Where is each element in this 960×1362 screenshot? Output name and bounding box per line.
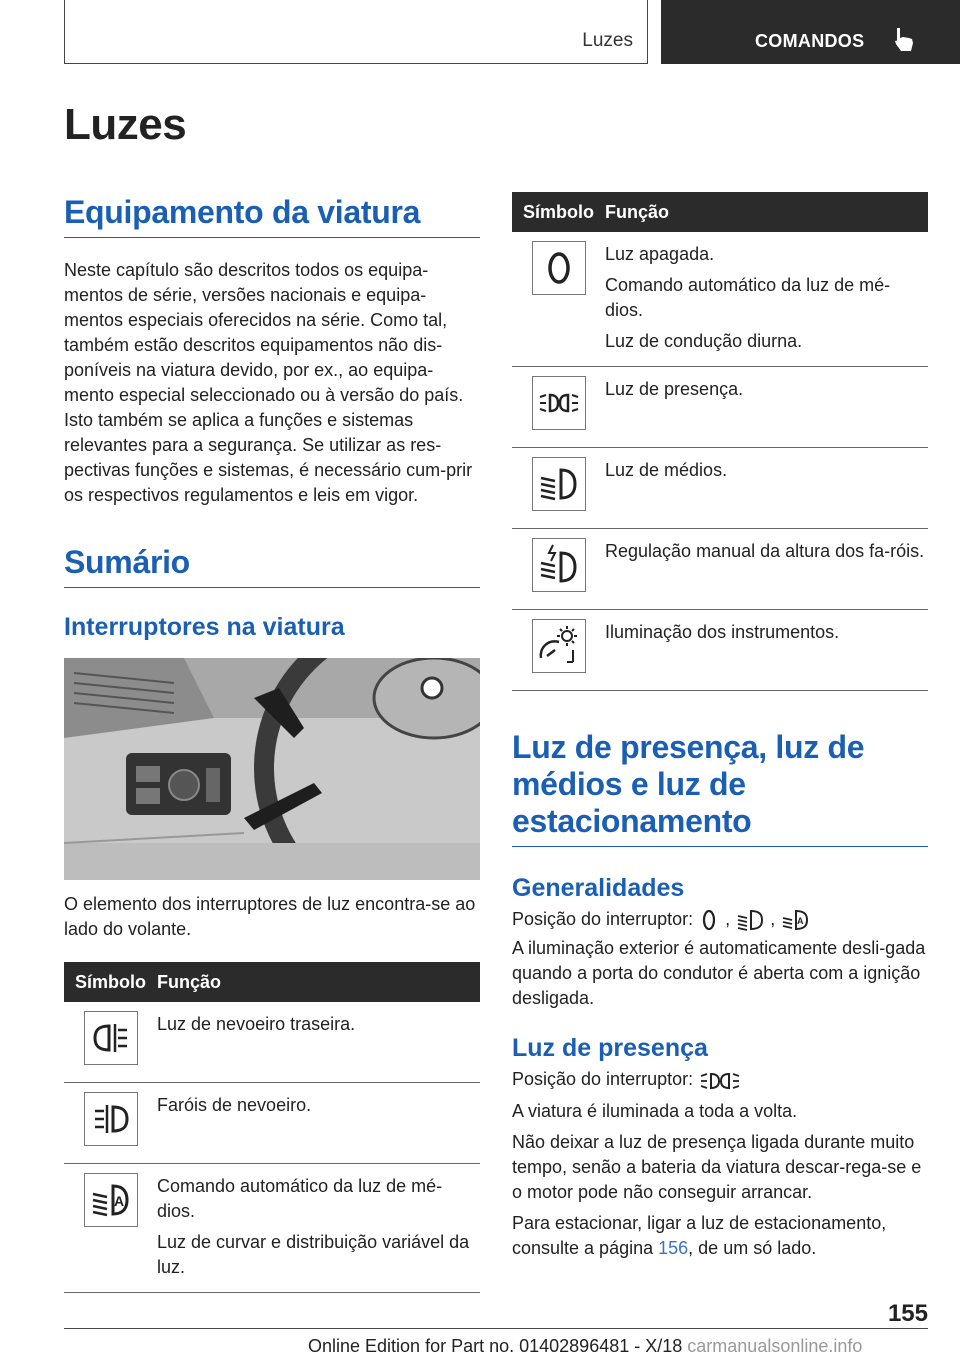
row-function-text: Luz de médios. bbox=[605, 460, 728, 480]
svg-text:A: A bbox=[113, 1193, 124, 1209]
instrument-lighting-icon bbox=[532, 619, 586, 673]
row-function-text: Comando automático da luz de mé-dios. bbox=[157, 1176, 443, 1221]
row-function-text: Regulação manual da altura dos fa-róis. bbox=[605, 541, 925, 561]
auto-low-beam-icon bbox=[84, 1173, 138, 1227]
heading-sumario: Sumário bbox=[64, 544, 190, 580]
table-row bbox=[512, 367, 928, 448]
header-chapter-title: COMANDOS bbox=[755, 31, 865, 51]
table-row bbox=[64, 1002, 480, 1083]
parking-light-icon bbox=[532, 376, 586, 430]
switch-position-line bbox=[512, 907, 928, 932]
watermark: carmanualsonline.info bbox=[687, 1336, 863, 1356]
col-function-header: Função bbox=[157, 962, 480, 1002]
footer-divider bbox=[64, 1328, 928, 1329]
table-row bbox=[512, 232, 928, 367]
auto-low-beam-icon bbox=[780, 908, 810, 932]
lights-off-icon bbox=[532, 241, 586, 295]
switch-position-label: Posição do interruptor: bbox=[512, 1069, 694, 1090]
col-symbol-header: Símbolo bbox=[512, 192, 605, 232]
presenca-paragraph-2: Não deixar a luz de presença ligada durante muito tempo, senão a bateria da viatura descar-rega-se e o motor pode não conseguir arrancar. bbox=[512, 1131, 922, 1202]
row-function-text: Luz de curvar e distribuição variável da luz. bbox=[157, 1232, 470, 1277]
table-row bbox=[64, 1083, 480, 1164]
rear-fog-light-icon bbox=[84, 1011, 138, 1065]
table-row bbox=[64, 1164, 480, 1293]
row-function-text: Luz apagada. bbox=[605, 244, 715, 264]
header-section-box bbox=[64, 0, 648, 64]
presenca-paragraph-3 bbox=[512, 1211, 928, 1261]
presenca-paragraph-1: A viatura é iluminada a toda a volta. bbox=[512, 1100, 798, 1121]
row-function-text: Luz de nevoeiro traseira. bbox=[157, 1014, 356, 1034]
row-function-text: Luz de condução diurna. bbox=[605, 331, 803, 351]
page-title: Luzes bbox=[64, 100, 187, 149]
heading-generalidades: Generalidades bbox=[512, 874, 685, 902]
photo-caption: O elemento dos interruptores de luz encontra-se ao lado do volante. bbox=[64, 894, 476, 939]
car-interior-photo bbox=[64, 658, 480, 880]
heading-presenca: Luz de presença bbox=[512, 1034, 708, 1063]
svg-text:A: A bbox=[797, 916, 804, 927]
presenca-text: , de um só lado. bbox=[688, 1237, 817, 1258]
low-beam-icon bbox=[532, 457, 586, 511]
col-symbol-header: Símbolo bbox=[64, 962, 157, 1002]
switch-position-line bbox=[512, 1067, 928, 1092]
low-beam-icon bbox=[735, 908, 765, 932]
row-function-text: Luz de presença. bbox=[605, 379, 744, 399]
col-function-header: Função bbox=[605, 192, 928, 232]
separator-comma: , bbox=[725, 909, 731, 929]
edition-text: Online Edition for Part no. 01402896481 - X/18 bbox=[308, 1336, 683, 1356]
headlight-range-icon bbox=[532, 538, 586, 592]
row-function-text: Iluminação dos instrumentos. bbox=[605, 622, 840, 642]
left-column bbox=[64, 194, 480, 1293]
page-link[interactable]: 156 bbox=[658, 1237, 689, 1258]
table-row bbox=[512, 529, 928, 610]
right-column bbox=[512, 192, 928, 1261]
pointing-hand-icon bbox=[891, 26, 917, 54]
page-number: 155 bbox=[887, 1300, 928, 1327]
left-symbol-table bbox=[64, 962, 480, 1293]
heading-equipamento: Equipamento da viatura bbox=[64, 194, 421, 230]
right-symbol-table bbox=[512, 192, 928, 691]
header-section-title: Luzes bbox=[582, 30, 633, 51]
parking-light-icon bbox=[698, 1069, 742, 1093]
header-chapter-tab[interactable] bbox=[661, 0, 960, 64]
heading-presenca-medios: Luz de presença, luz de médios e luz de estacionamento bbox=[512, 729, 865, 839]
heading-interruptores: Interruptores na viatura bbox=[64, 613, 345, 641]
lights-off-icon bbox=[698, 908, 720, 932]
footer-line bbox=[308, 1336, 862, 1357]
table-row bbox=[512, 448, 928, 529]
front-fog-light-icon bbox=[84, 1092, 138, 1146]
presenca-text: Para estacionar, ligar a luz de estacionamento, consulte a página bbox=[512, 1212, 887, 1258]
separator-comma: , bbox=[770, 909, 776, 929]
table-row bbox=[512, 610, 928, 691]
switch-position-label: Posição do interruptor: bbox=[512, 909, 694, 929]
row-function-text: Faróis de nevoeiro. bbox=[157, 1095, 312, 1115]
equipment-paragraph: Neste capítulo são descritos todos os equipa-mentos de série, versões nacionais e equipa-mentos especiais oferecidos na série. Como tal, também estão descritos equipamentos não dis-poníveis na viatura devido, por ex., ao equipa-mento especial seleccionado ou à versão do país. Isto também se aplica a funções e sistemas relevantes para a segurança. Se utilizar as res-pectivas funções e sistemas, é necessário cum-prir os respectivos regulamentos e leis em vigor. bbox=[64, 260, 473, 505]
row-function-text: Comando automático da luz de mé-dios. bbox=[605, 275, 891, 320]
generalidades-paragraph: A iluminação exterior é automaticamente desli-gada quando a porta do condutor é aberta com a ignição desligada. bbox=[512, 938, 926, 1009]
